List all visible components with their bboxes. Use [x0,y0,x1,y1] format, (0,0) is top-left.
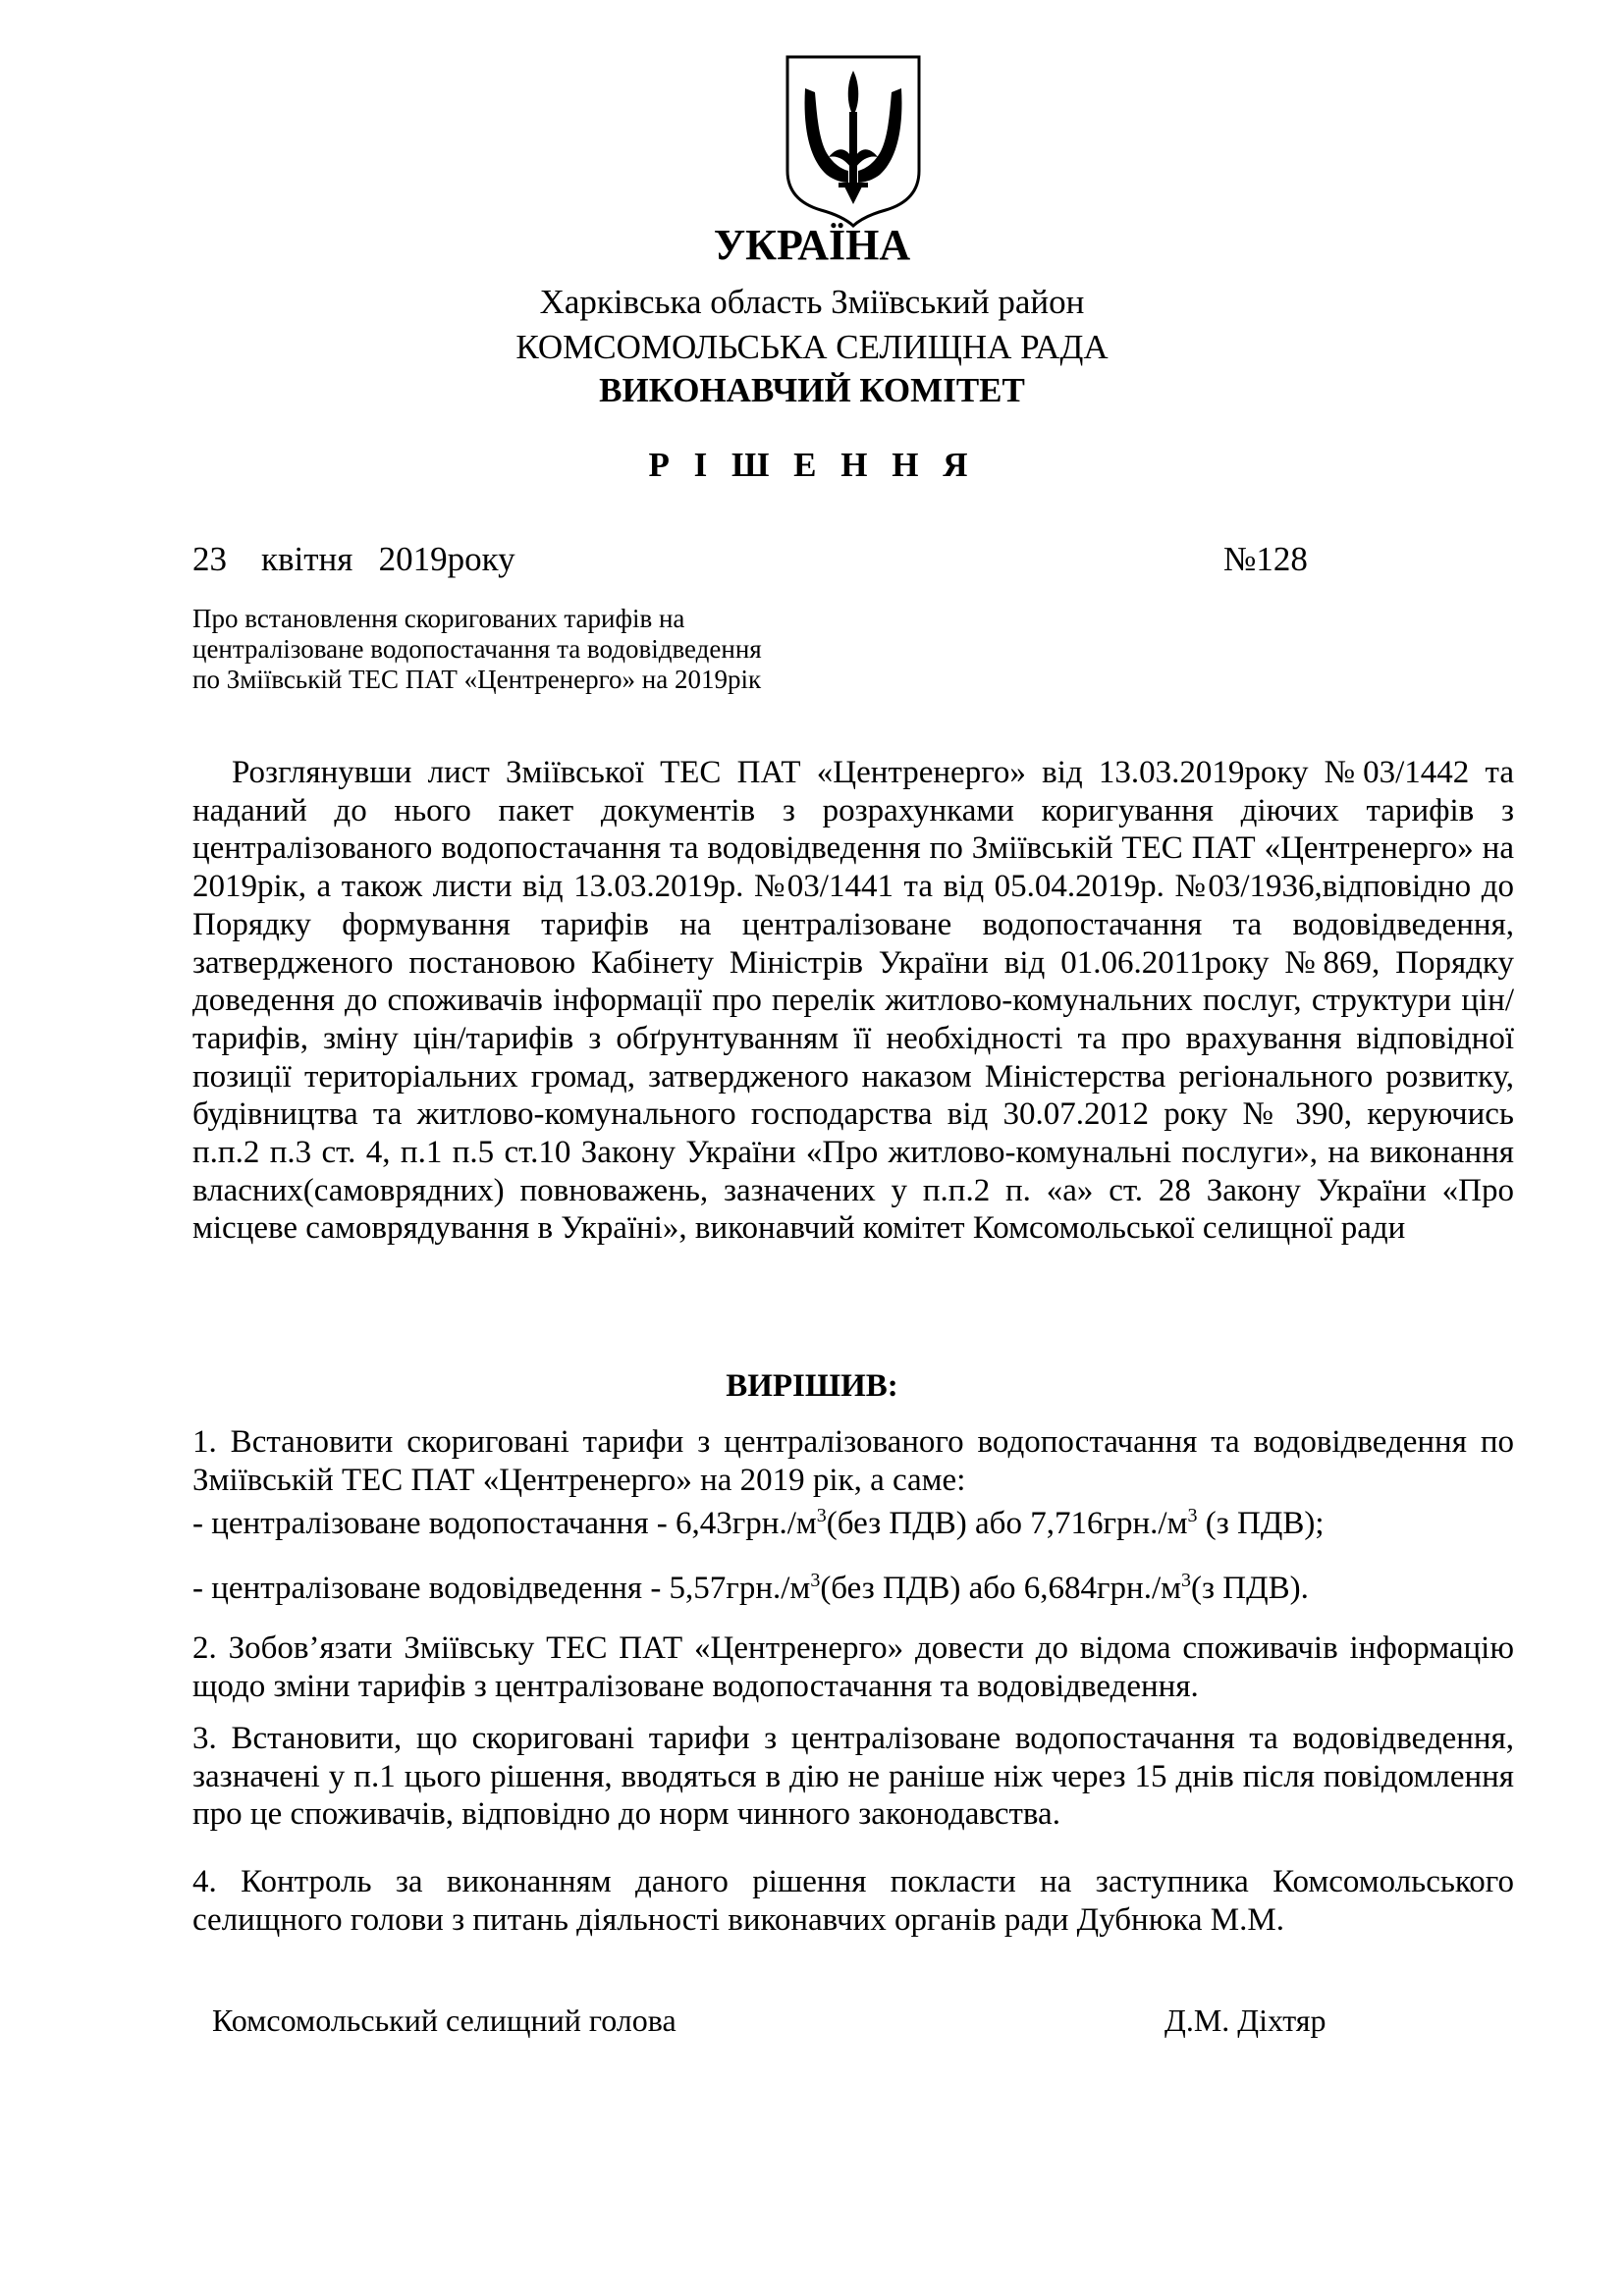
resolved-heading: ВИРІШИВ: [726,1368,898,1404]
preamble-paragraph: Розглянувши лист Зміївської ТЕС ПАТ «Центренерго» від 13.03.2019року №03/1442 та наданий до нього пакет документів з розрахунками коригування діючих тарифів з централізованого водопостачання та водовідведення по Зміївській ТЕС ПАТ «Центренерго» на 2019рік, а також листи від 13.03.2019р. №03/1441 та від 05.04.2019р. №03/1936,відповідно до Порядку формування тарифів на централізоване водопостачання та водовідведення, затвердженого постановою Кабінету Міністрів України від 01.06.2011року №869, Порядку доведення до споживачів інформації про перелік житлово-комунальних послуг, структури цін/тарифів, зміну цін/тарифів з обґрунтуванням її необхідності та про врахування відповідної позиції територіальних громад, затвердженого наказом Міністерства регіонального розвитку, будівництва та житлово-комунального господарства від 30.07.2012 року № 390, керуючись п.п.2 п.3 ст. 4, п.1 п.5 ст.10 Закону України «Про житлово-комунальні послуги», на виконання власних(самоврядних) повноважень, зазначених у п.п.2 п. «а» ст. 28 Закону України «Про місцеве самоврядування в Україні», виконавчий комітет Комсомольської селищної ради [192,755,1514,1247]
council-line: КОМСОМОЛЬСЬКА СЕЛИЩНА РАДА [515,328,1109,366]
tariff-sewage [192,1569,1309,1608]
signatory-name: Д.М. Діхтяр [1164,2002,1326,2038]
country-title: УКРАЇНА [713,221,911,269]
signatory-title: Комсомольський селищний голова [212,2002,677,2038]
tryzub-coat-of-arms-icon [782,53,925,228]
unit-exponent: 3 [810,1570,821,1591]
unit-exponent: 3 [1181,1570,1192,1591]
decision-number: №128 [1223,540,1308,578]
unit-exponent: 3 [1187,1505,1198,1526]
tariff-sewage-tail: (з ПДВ). [1191,1571,1309,1606]
subject-line: Про встановлення скоригованих тарифів на [192,604,685,633]
document-type-heading: Р І Ш Е Н Н Я [648,446,976,484]
subject-line: по Зміївській ТЕС ПАТ «Центренерго» на 2019рік [192,665,762,694]
tariff-sewage-lead: - централізоване водовідведення - 5,57грн./м [192,1571,811,1606]
resolution-item-1: 1. Встановити скориговані тарифи з централізованого водопостачання та водовідведення по Зміївській ТЕС ПАТ «Центренерго» на 2019 рік, а саме: [192,1424,1514,1498]
tariff-water-mid: (без ПДВ) або 7,716грн./м [826,1506,1188,1541]
resolution-item-4: 4. Контроль за виконанням даного рішення покласти на заступника Комсомольського селищного голови з питань діяльності виконавчих органів ради Дубнюка М.М. [192,1864,1514,1938]
decision-date: 23 квітня 2019року [192,540,515,578]
subject-line: централізоване водопостачання та водовідведення [192,634,762,664]
region-line: Харківська область Зміївський район [539,283,1085,321]
tariff-sewage-mid: (без ПДВ) або 6,684грн./м [820,1571,1182,1606]
tariff-water-lead: - централізоване водопостачання - 6,43грн./м [192,1506,817,1541]
unit-exponent: 3 [816,1505,827,1526]
resolution-item-3: 3. Встановити, що скориговані тарифи з централізоване водопостачання та водовідведення, зазначені у п.1 цього рішення, вводяться в дію не раніше ніж через 15 днів після повідомлення про це споживачів, відповідно до норм чинного законодавства. [192,1721,1514,1833]
decision-subject [192,604,762,695]
committee-line: ВИКОНАВЧИЙ КОМІТЕТ [599,371,1025,409]
resolution-item-2: 2. Зобов’язати Зміївську ТЕС ПАТ «Центренерго» довести до відома споживачів інформацію щодо зміни тарифів з централізоване водопостачання та водовідведення. [192,1630,1514,1704]
tariff-water-tail: (з ПДВ); [1197,1506,1325,1541]
tariff-water-supply [192,1504,1325,1543]
